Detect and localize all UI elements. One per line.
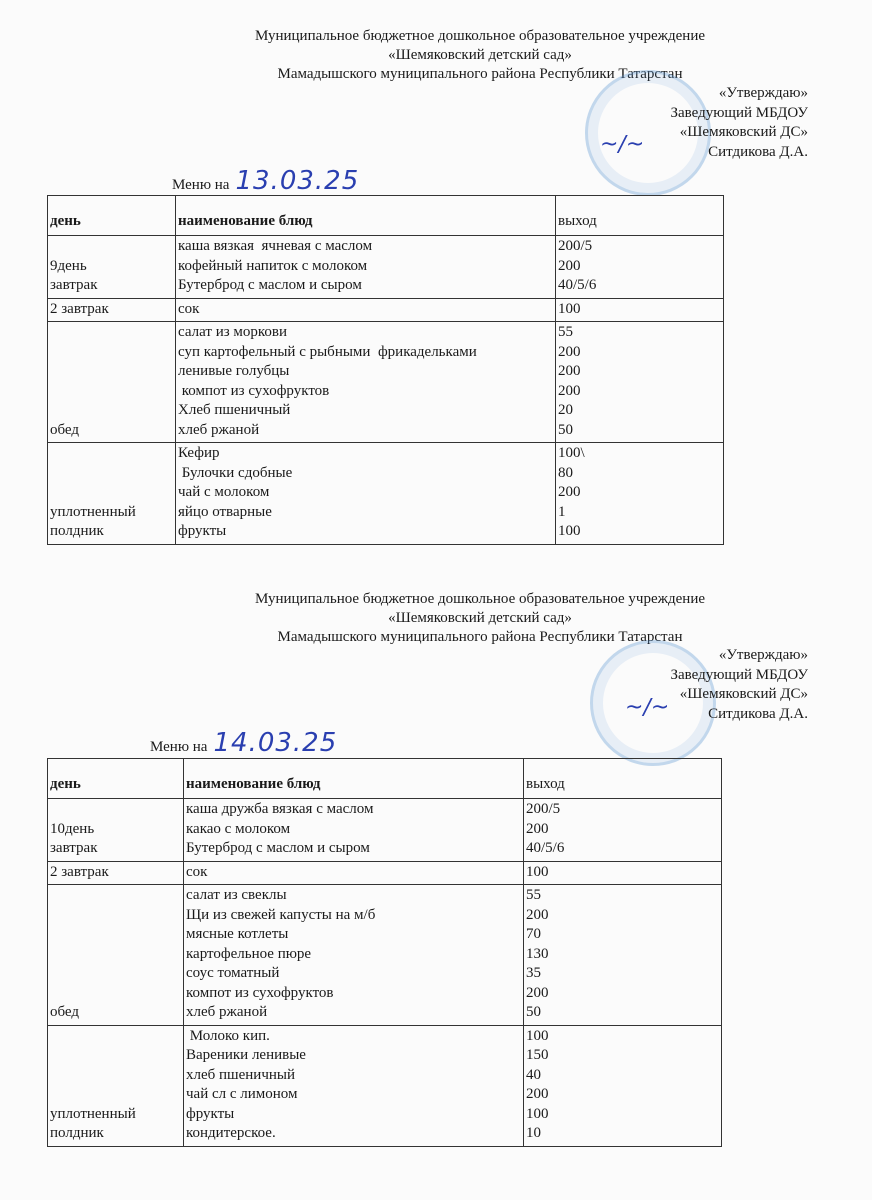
dishes-cell	[184, 799, 524, 862]
dish-yield: 35	[526, 965, 541, 981]
meal-day-cell	[48, 885, 184, 1026]
day-header: день	[48, 196, 176, 236]
dish-name: Молоко кип.	[186, 1027, 270, 1044]
meal-day-label: полдник	[50, 523, 104, 539]
approval-line: Заведующий МБДОУ	[670, 104, 808, 121]
dishes-cell	[184, 861, 524, 885]
yield-cell	[524, 861, 722, 885]
dish-name: картофельное пюре	[186, 945, 312, 962]
approval-line: «Шемяковский ДС»	[679, 124, 808, 140]
dishes-cell	[176, 322, 556, 443]
dishes-cell	[176, 298, 556, 322]
approval-line: Заведующий МБДОУ	[670, 666, 808, 683]
meal-row	[48, 885, 722, 1026]
dish-yield: 40/5/6	[558, 277, 597, 293]
dish-yield: 100	[526, 1105, 549, 1122]
dish-name: фрукты	[186, 1105, 235, 1122]
dish-yield: 55	[558, 324, 573, 340]
dish-yield: 200	[526, 1086, 549, 1102]
meal-day-cell	[48, 322, 176, 443]
dish-name: каша вязкая ячневая с маслом	[178, 238, 373, 254]
meal-day-label: уплотненный	[50, 1105, 136, 1122]
meal-day-label: обед	[50, 421, 80, 438]
meal-day-label: 9день	[50, 257, 87, 274]
meal-day-label: обед	[50, 1004, 80, 1020]
dish-yield: 1	[558, 503, 566, 520]
dish-yield: 150	[526, 1047, 549, 1063]
meal-row	[48, 298, 724, 322]
dishes-cell	[176, 236, 556, 299]
approval-block	[670, 84, 808, 162]
meal-day-cell	[48, 861, 184, 885]
dish-name: суп картофельный с рыбными фрикадельками	[178, 343, 477, 360]
yield-cell	[524, 1025, 722, 1146]
dish-yield: 200	[558, 363, 581, 379]
meal-day-cell	[48, 443, 176, 545]
yield-cell	[556, 236, 724, 299]
dish-name: чай сл с лимоном	[186, 1086, 298, 1102]
dish-name: Булочки сдобные	[178, 464, 293, 481]
table-header-row	[48, 196, 724, 236]
organization-header	[140, 590, 820, 647]
menu-date: 14.03.25	[213, 728, 338, 758]
dish-name: салат из моркови	[178, 324, 288, 340]
meal-day-cell	[48, 298, 176, 322]
meal-row	[48, 861, 722, 885]
approval-line: «Утверждаю»	[718, 85, 808, 101]
dish-yield: 100\	[558, 445, 585, 461]
meal-day-label: 2 завтрак	[50, 300, 109, 317]
yield-header: выход	[524, 759, 722, 799]
dish-name: хлеб пшеничный	[186, 1066, 295, 1083]
dish-yield: 80	[558, 464, 573, 481]
dish-yield: 50	[558, 421, 573, 438]
meal-row	[48, 1025, 722, 1146]
meal-row	[48, 236, 724, 299]
menu-date: 13.03.25	[235, 166, 360, 196]
dish-yield: 100	[558, 300, 581, 317]
dish-name: компот из сухофруктов	[178, 382, 330, 399]
dish-name: Вареники ленивые	[186, 1047, 306, 1063]
meal-day-label: полдник	[50, 1125, 104, 1141]
dish-name: сок	[178, 300, 200, 317]
meal-day-cell	[48, 799, 184, 862]
dishes-cell	[184, 1025, 524, 1146]
dish-name: хлеб ржаной	[186, 1004, 268, 1020]
dish-yield: 10	[526, 1125, 541, 1141]
dish-yield: 20	[558, 402, 573, 418]
dish-yield: 200	[558, 343, 581, 360]
dish-name: мясные котлеты	[186, 926, 289, 942]
dish-name: Бутерброд с маслом и сыром	[186, 840, 370, 856]
dish-yield: 200	[526, 820, 549, 837]
meal-day-label: 10день	[50, 820, 95, 837]
menu-label: Меню на	[172, 177, 230, 193]
meal-day-label: завтрак	[50, 277, 98, 293]
dish-yield: 40	[526, 1066, 541, 1083]
yield-cell	[524, 799, 722, 862]
dish-yield: 55	[526, 887, 541, 903]
dish-yield: 200	[558, 257, 581, 274]
dish-name: каша дружба вязкая с маслом	[186, 801, 374, 817]
menu-label: Меню на	[150, 739, 208, 755]
signature: ~∕~	[600, 132, 645, 157]
signature: ~∕~	[625, 695, 670, 720]
dish-yield: 200	[558, 382, 581, 399]
menu-date-line	[150, 728, 337, 758]
dish-yield: 200/5	[526, 801, 561, 817]
dish-name-header: наименование блюд	[176, 196, 556, 236]
dish-name: Бутерброд с маслом и сыром	[178, 277, 362, 293]
dish-name: Хлеб пшеничный	[178, 402, 291, 418]
dish-name-header: наименование блюд	[184, 759, 524, 799]
meal-row	[48, 799, 722, 862]
dishes-cell	[184, 885, 524, 1026]
dishes-cell	[176, 443, 556, 545]
dish-name: салат из свеклы	[186, 887, 287, 903]
meal-row	[48, 322, 724, 443]
dish-yield: 40/5/6	[526, 840, 565, 856]
dish-name: хлеб ржаной	[178, 421, 260, 438]
dish-yield: 200	[526, 906, 549, 923]
yield-cell	[524, 885, 722, 1026]
dish-name: кондитерское.	[186, 1125, 276, 1141]
yield-cell	[556, 443, 724, 545]
dish-name: Кефир	[178, 445, 220, 461]
menu-date-line	[172, 166, 359, 196]
menu-table	[47, 195, 724, 545]
org-line: Мамадышского муниципального района Республики Татарстан	[277, 66, 683, 82]
org-line: «Шемяковский детский сад»	[388, 610, 572, 626]
yield-cell	[556, 322, 724, 443]
yield-cell	[556, 298, 724, 322]
meal-row	[48, 443, 724, 545]
table-header-row	[48, 759, 722, 799]
org-line: Муниципальное бюджетное дошкольное образовательное учреждение	[255, 591, 705, 607]
dish-name: Щи из свежей капусты на м/б	[186, 906, 376, 923]
dish-name: ленивые голубцы	[178, 363, 290, 379]
approval-line: «Утверждаю»	[718, 647, 808, 663]
dish-name: чай с молоком	[178, 484, 270, 500]
org-line: «Шемяковский детский сад»	[388, 47, 572, 63]
dish-yield: 100	[526, 1027, 549, 1044]
day-header: день	[48, 759, 184, 799]
org-line: Мамадышского муниципального района Республики Татарстан	[277, 629, 683, 645]
meal-day-label: завтрак	[50, 840, 98, 856]
dish-yield: 100	[558, 523, 581, 539]
dish-name: какао с молоком	[186, 820, 291, 837]
dish-name: яйцо отварные	[178, 503, 272, 520]
organization-header	[140, 27, 820, 84]
approval-line: Ситдикова Д.А.	[708, 143, 808, 160]
dish-yield: 100	[526, 863, 549, 880]
approval-line: «Шемяковский ДС»	[679, 686, 808, 702]
menu-table	[47, 758, 722, 1147]
dish-yield: 70	[526, 926, 541, 942]
meal-day-cell	[48, 1025, 184, 1146]
approval-line: Ситдикова Д.А.	[708, 705, 808, 722]
dish-yield: 200	[558, 484, 581, 500]
meal-day-label: 2 завтрак	[50, 863, 109, 880]
dish-yield: 200	[526, 984, 549, 1001]
meal-day-cell	[48, 236, 176, 299]
dish-name: компот из сухофруктов	[186, 984, 334, 1001]
meal-day-label: уплотненный	[50, 503, 136, 520]
dish-name: фрукты	[178, 523, 227, 539]
dish-yield: 50	[526, 1004, 541, 1020]
dish-name: сок	[186, 863, 208, 880]
approval-block	[670, 646, 808, 724]
yield-header: выход	[556, 196, 724, 236]
org-line: Муниципальное бюджетное дошкольное образовательное учреждение	[255, 28, 705, 44]
dish-yield: 200/5	[558, 238, 593, 254]
dish-yield: 130	[526, 945, 549, 962]
dish-name: кофейный напиток с молоком	[178, 257, 368, 274]
dish-name: соус томатный	[186, 965, 280, 981]
